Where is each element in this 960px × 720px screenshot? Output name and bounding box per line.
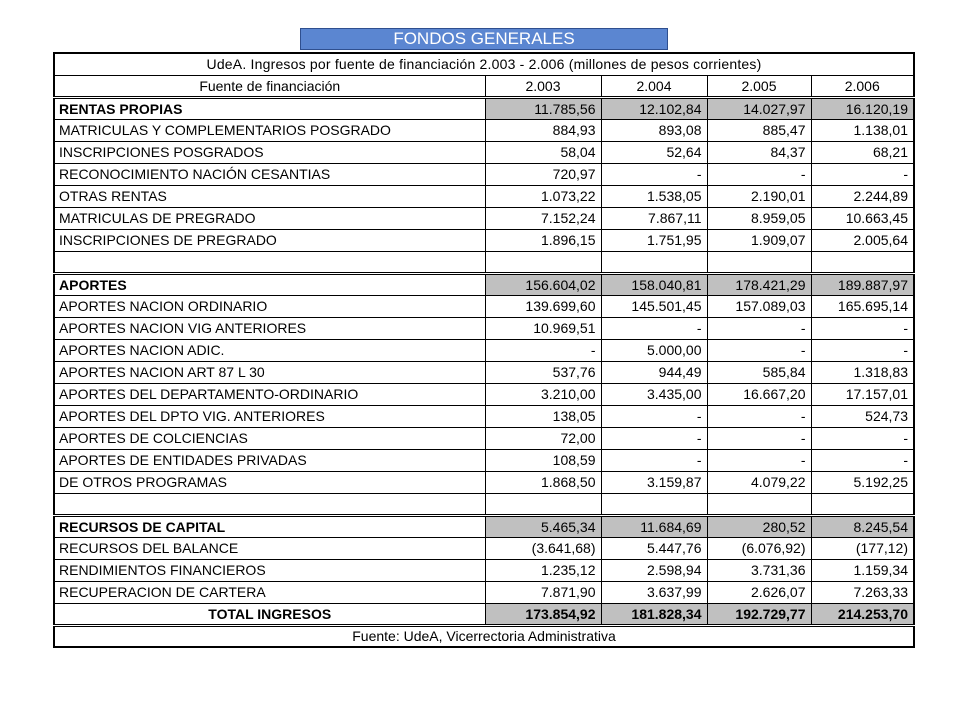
row-label: RENDIMIENTOS FINANCIEROS bbox=[54, 559, 485, 581]
value-cell: - bbox=[811, 339, 914, 361]
value-cell: 178.421,29 bbox=[707, 273, 811, 295]
value-cell: 1.138,01 bbox=[811, 119, 914, 141]
row-label: DE OTROS PROGRAMAS bbox=[54, 471, 485, 493]
table-row bbox=[54, 339, 914, 361]
row-label: RECONOCIMIENTO NACIÓN CESANTIAS bbox=[54, 163, 485, 185]
value-cell: 16.120,19 bbox=[811, 97, 914, 119]
table-row bbox=[54, 361, 914, 383]
row-label: INSCRIPCIONES POSGRADOS bbox=[54, 141, 485, 163]
value-cell: 192.729,77 bbox=[707, 603, 811, 625]
table-title: UdeA. Ingresos por fuente de financiación 2.003 - 2.006 (millones de pesos corrientes) bbox=[54, 53, 914, 75]
row-label: RECURSOS DE CAPITAL bbox=[54, 515, 485, 537]
value-cell: 181.828,34 bbox=[601, 603, 707, 625]
value-cell: 7.871,90 bbox=[485, 581, 601, 603]
value-cell: 2.598,94 bbox=[601, 559, 707, 581]
value-cell: 17.157,01 bbox=[811, 383, 914, 405]
value-cell: 1.896,15 bbox=[485, 229, 601, 251]
value-cell: 165.695,14 bbox=[811, 295, 914, 317]
value-cell: 5.465,34 bbox=[485, 515, 601, 537]
row-label bbox=[54, 251, 485, 273]
value-cell: 2.244,89 bbox=[811, 185, 914, 207]
source-note: Fuente: UdeA, Vicerrectoria Administrativa bbox=[54, 625, 914, 647]
value-cell: 280,52 bbox=[707, 515, 811, 537]
table-row bbox=[54, 383, 914, 405]
value-cell: - bbox=[811, 427, 914, 449]
value-cell: 4.079,22 bbox=[707, 471, 811, 493]
value-cell: 156.604,02 bbox=[485, 273, 601, 295]
table-row bbox=[54, 405, 914, 427]
value-cell: - bbox=[707, 405, 811, 427]
section-row bbox=[54, 97, 914, 119]
value-cell: 2.190,01 bbox=[707, 185, 811, 207]
value-cell: 72,00 bbox=[485, 427, 601, 449]
row-label: APORTES DEL DEPARTAMENTO-ORDINARIO bbox=[54, 383, 485, 405]
section-row bbox=[54, 515, 914, 537]
value-cell bbox=[707, 493, 811, 515]
header-row bbox=[54, 75, 914, 97]
value-cell: 1.868,50 bbox=[485, 471, 601, 493]
table-row bbox=[54, 581, 914, 603]
row-label: MATRICULAS DE PREGRADO bbox=[54, 207, 485, 229]
value-cell: - bbox=[707, 317, 811, 339]
value-cell: 16.667,20 bbox=[707, 383, 811, 405]
table-row bbox=[54, 427, 914, 449]
row-label: INSCRIPCIONES DE PREGRADO bbox=[54, 229, 485, 251]
table-row bbox=[54, 471, 914, 493]
value-cell: 3.159,87 bbox=[601, 471, 707, 493]
value-cell: 1.318,83 bbox=[811, 361, 914, 383]
header-2005: 2.005 bbox=[707, 75, 811, 97]
value-cell bbox=[601, 251, 707, 273]
value-cell: 138,05 bbox=[485, 405, 601, 427]
row-label: RENTAS PROPIAS bbox=[54, 97, 485, 119]
row-label: APORTES DE COLCIENCIAS bbox=[54, 427, 485, 449]
value-cell: 5.447,76 bbox=[601, 537, 707, 559]
value-cell bbox=[811, 493, 914, 515]
income-table bbox=[53, 52, 915, 648]
header-source: Fuente de financiación bbox=[54, 75, 485, 97]
table-row bbox=[54, 537, 914, 559]
value-cell: 189.887,97 bbox=[811, 273, 914, 295]
value-cell: 1.073,22 bbox=[485, 185, 601, 207]
row-label: APORTES bbox=[54, 273, 485, 295]
header-2003: 2.003 bbox=[485, 75, 601, 97]
row-label: OTRAS RENTAS bbox=[54, 185, 485, 207]
value-cell: 1.909,07 bbox=[707, 229, 811, 251]
value-cell: - bbox=[601, 317, 707, 339]
value-cell: - bbox=[707, 449, 811, 471]
table-title-row bbox=[54, 53, 914, 75]
table-row bbox=[54, 229, 914, 251]
source-row bbox=[54, 625, 914, 647]
table-row bbox=[54, 559, 914, 581]
value-cell: 893,08 bbox=[601, 119, 707, 141]
table-row bbox=[54, 163, 914, 185]
value-cell: 5.000,00 bbox=[601, 339, 707, 361]
blank-row bbox=[54, 251, 914, 273]
value-cell: 214.253,70 bbox=[811, 603, 914, 625]
value-cell: - bbox=[707, 163, 811, 185]
value-cell: 8.959,05 bbox=[707, 207, 811, 229]
value-cell: - bbox=[601, 405, 707, 427]
table-row bbox=[54, 185, 914, 207]
row-label: APORTES NACION ART 87 L 30 bbox=[54, 361, 485, 383]
row-label: APORTES NACION ADIC. bbox=[54, 339, 485, 361]
value-cell: 11.684,69 bbox=[601, 515, 707, 537]
value-cell: 12.102,84 bbox=[601, 97, 707, 119]
value-cell: - bbox=[485, 339, 601, 361]
table-row bbox=[54, 207, 914, 229]
value-cell: 10.969,51 bbox=[485, 317, 601, 339]
banner-title: FONDOS GENERALES bbox=[300, 28, 668, 50]
row-label: MATRICULAS Y COMPLEMENTARIOS POSGRADO bbox=[54, 119, 485, 141]
header-2006: 2.006 bbox=[811, 75, 914, 97]
value-cell: 173.854,92 bbox=[485, 603, 601, 625]
value-cell: 3.637,99 bbox=[601, 581, 707, 603]
value-cell: 157.089,03 bbox=[707, 295, 811, 317]
row-label bbox=[54, 493, 485, 515]
row-label: RECURSOS DEL BALANCE bbox=[54, 537, 485, 559]
section-row bbox=[54, 273, 914, 295]
value-cell bbox=[707, 251, 811, 273]
value-cell: 68,21 bbox=[811, 141, 914, 163]
value-cell: 139.699,60 bbox=[485, 295, 601, 317]
value-cell bbox=[601, 493, 707, 515]
table-row bbox=[54, 317, 914, 339]
value-cell: 1.751,95 bbox=[601, 229, 707, 251]
value-cell: 944,49 bbox=[601, 361, 707, 383]
value-cell: 3.210,00 bbox=[485, 383, 601, 405]
table-row bbox=[54, 141, 914, 163]
value-cell: 1.235,12 bbox=[485, 559, 601, 581]
row-label: RECUPERACION DE CARTERA bbox=[54, 581, 485, 603]
blank-row bbox=[54, 493, 914, 515]
row-label: APORTES NACION VIG ANTERIORES bbox=[54, 317, 485, 339]
value-cell: 58,04 bbox=[485, 141, 601, 163]
value-cell: - bbox=[601, 163, 707, 185]
value-cell: (3.641,68) bbox=[485, 537, 601, 559]
value-cell: - bbox=[811, 317, 914, 339]
row-label: APORTES DEL DPTO VIG. ANTERIORES bbox=[54, 405, 485, 427]
value-cell: 5.192,25 bbox=[811, 471, 914, 493]
value-cell: 8.245,54 bbox=[811, 515, 914, 537]
value-cell: - bbox=[707, 427, 811, 449]
value-cell bbox=[485, 251, 601, 273]
value-cell: 84,37 bbox=[707, 141, 811, 163]
value-cell: 524,73 bbox=[811, 405, 914, 427]
value-cell: 2.626,07 bbox=[707, 581, 811, 603]
value-cell: 537,76 bbox=[485, 361, 601, 383]
value-cell: (6.076,92) bbox=[707, 537, 811, 559]
row-label: APORTES NACION ORDINARIO bbox=[54, 295, 485, 317]
value-cell: (177,12) bbox=[811, 537, 914, 559]
value-cell: 3.435,00 bbox=[601, 383, 707, 405]
value-cell: - bbox=[601, 449, 707, 471]
value-cell: 720,97 bbox=[485, 163, 601, 185]
value-cell: 108,59 bbox=[485, 449, 601, 471]
value-cell: 7.263,33 bbox=[811, 581, 914, 603]
value-cell: - bbox=[601, 427, 707, 449]
value-cell: 145.501,45 bbox=[601, 295, 707, 317]
table-row bbox=[54, 449, 914, 471]
value-cell: 14.027,97 bbox=[707, 97, 811, 119]
total-row bbox=[54, 603, 914, 625]
table-row bbox=[54, 119, 914, 141]
value-cell: - bbox=[707, 339, 811, 361]
value-cell: 2.005,64 bbox=[811, 229, 914, 251]
header-2004: 2.004 bbox=[601, 75, 707, 97]
value-cell: 52,64 bbox=[601, 141, 707, 163]
value-cell: 7.152,24 bbox=[485, 207, 601, 229]
value-cell: 158.040,81 bbox=[601, 273, 707, 295]
value-cell: 884,93 bbox=[485, 119, 601, 141]
value-cell: - bbox=[811, 449, 914, 471]
value-cell: 1.538,05 bbox=[601, 185, 707, 207]
value-cell: 11.785,56 bbox=[485, 97, 601, 119]
value-cell: 1.159,34 bbox=[811, 559, 914, 581]
value-cell: 10.663,45 bbox=[811, 207, 914, 229]
value-cell: 3.731,36 bbox=[707, 559, 811, 581]
value-cell bbox=[485, 493, 601, 515]
row-label: APORTES DE ENTIDADES PRIVADAS bbox=[54, 449, 485, 471]
value-cell: 885,47 bbox=[707, 119, 811, 141]
value-cell: - bbox=[811, 163, 914, 185]
value-cell bbox=[811, 251, 914, 273]
value-cell: 585,84 bbox=[707, 361, 811, 383]
value-cell: 7.867,11 bbox=[601, 207, 707, 229]
row-label: TOTAL INGRESOS bbox=[54, 603, 485, 625]
table-row bbox=[54, 295, 914, 317]
